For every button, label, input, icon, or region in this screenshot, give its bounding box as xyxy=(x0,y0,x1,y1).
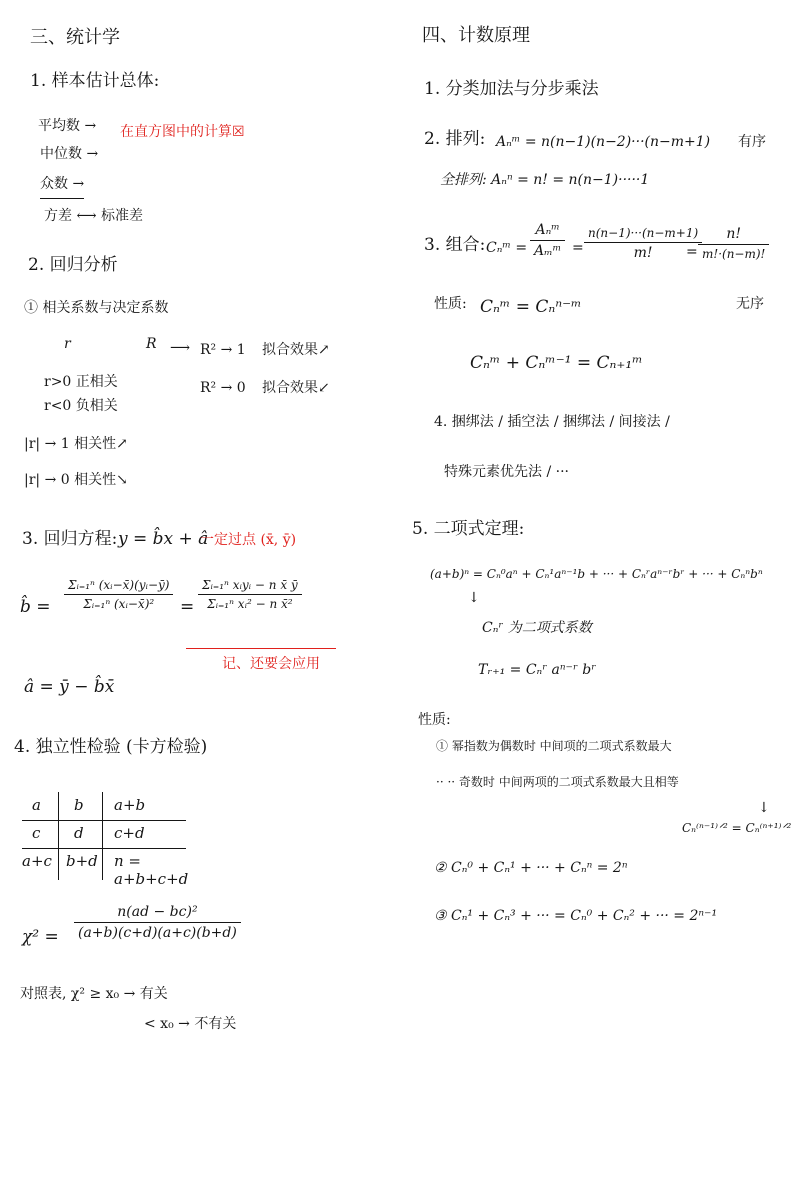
R2-to-0: R² → 0 xyxy=(200,380,246,396)
chi-square-fraction xyxy=(74,904,241,941)
section-statistics-title: 三、统计学 xyxy=(30,27,120,48)
regression-eq-title: 3. 回归方程: xyxy=(22,529,118,549)
abs-r-to-0: |r| → 0 相关性↘ xyxy=(24,472,128,488)
table-cell: a+c xyxy=(22,852,52,870)
fraction-bar xyxy=(74,922,241,923)
down-arrow-icon: ↓ xyxy=(758,800,770,816)
regression-title: 2. 回归分析 xyxy=(28,255,118,275)
compare-table-line-2: < x₀ → 不有关 xyxy=(144,1016,237,1032)
frac2-numerator: n(n−1)···(n−m+1) xyxy=(588,226,699,240)
table-cell: d xyxy=(74,824,84,842)
mode-underline xyxy=(40,198,84,199)
table-cell: b+d xyxy=(66,852,98,870)
counting-methods-2: 特殊元素优先法 / ··· xyxy=(444,464,569,480)
histogram-red-note: 在直方图中的计算☒ xyxy=(120,124,245,140)
frac2-denominator: m! xyxy=(633,245,653,261)
ordered-note: 有序 xyxy=(738,134,766,150)
b-hat-fraction-2 xyxy=(198,578,302,611)
table-cell: a+b xyxy=(114,796,146,814)
binomial-prop-1a: ① 幂指数为偶数时 中间项的二项式系数最大 xyxy=(436,739,672,753)
table-cell: c xyxy=(32,824,41,842)
R2-to-0-note: 拟合效果↙ xyxy=(262,380,330,396)
a-hat-formula: â = ȳ − b̂x̄ xyxy=(24,677,115,697)
variance-label: 方差 ⟷ 标准差 xyxy=(44,208,143,224)
fraction-2-denominator: Σᵢ₌₁ⁿ xᵢ² − n x̄² xyxy=(207,597,293,611)
contingency-table xyxy=(22,790,202,888)
R2-to-1-note: 拟合效果↗ xyxy=(262,342,330,358)
table-cell: b xyxy=(74,796,84,814)
chi-square-label: χ² = xyxy=(22,927,59,947)
arrow-icon: ⟶ xyxy=(170,340,191,356)
compare-table-line: 对照表, χ² ≥ x₀ → 有关 xyxy=(20,986,168,1002)
binomial-title: 5. 二项式定理: xyxy=(412,519,525,539)
table-hline-1 xyxy=(22,820,186,821)
correlation-subtitle: ① 相关系数与决定系数 xyxy=(24,300,169,316)
binomial-prop-1c: Cₙ⁽ⁿ⁻¹⁾ᐟ² = Cₙ⁽ⁿ⁺¹⁾ᐟ² xyxy=(682,821,792,835)
combination-lhs: Cₙᵐ = xyxy=(486,240,528,256)
fraction-bar xyxy=(698,244,769,245)
table-hline-2 xyxy=(22,848,186,849)
fraction-2-numerator: Σᵢ₌₁ⁿ xᵢyᵢ − n x̄ ȳ xyxy=(202,578,298,592)
combination-fraction-2 xyxy=(584,226,702,261)
combination-property-title: 性质: xyxy=(434,296,467,312)
fraction-1-numerator: Σᵢ₌₁ⁿ (xᵢ−x̄)(yᵢ−ȳ) xyxy=(68,578,170,592)
section-counting-title: 四、计数原理 xyxy=(422,25,530,46)
add-multiply-principle: 1. 分类加法与分步乘法 xyxy=(424,79,599,99)
memorize-apply-note: 记、还要会应用 xyxy=(222,656,320,672)
mean-label: 平均数 → xyxy=(38,118,97,134)
r-negative: r<0 负相关 xyxy=(44,398,118,414)
table-cell: c+d xyxy=(114,824,145,842)
fraction-bar xyxy=(584,242,702,243)
b-hat-fraction-1 xyxy=(64,578,173,611)
full-permutation: 全排列: Aₙⁿ = n! = n(n−1)·····1 xyxy=(440,172,650,188)
table-vline-1 xyxy=(58,792,59,880)
down-arrow-icon: ↓ xyxy=(468,590,480,606)
sample-estimate-title: 1. 样本估计总体: xyxy=(30,71,160,91)
permutation-title: 2. 排列: xyxy=(424,129,486,149)
chi-numerator: n(ad − bc)² xyxy=(117,904,198,920)
r-symbol: r xyxy=(64,336,71,352)
table-cell: n = a+b+c+d xyxy=(114,852,189,888)
R2-to-1: R² → 1 xyxy=(200,342,246,358)
passes-mean-point-note: 一定过点 (x̄, ȳ) xyxy=(200,532,297,548)
equals-sign: = xyxy=(572,240,584,256)
fraction-1-denominator: Σᵢ₌₁ⁿ (xᵢ−x̄)² xyxy=(83,597,155,611)
red-underline xyxy=(186,648,336,649)
counting-methods: 4. 捆绑法 / 插空法 / 捆绑法 / 间接法 / xyxy=(434,414,670,430)
R-symbol: R xyxy=(146,336,157,352)
binomial-coefficient-note: Cₙʳ 为二项式系数 xyxy=(482,620,592,636)
table-cell: a xyxy=(32,796,41,814)
fraction-bar xyxy=(64,594,173,595)
r-positive: r>0 正相关 xyxy=(44,374,118,390)
combination-title: 3. 组合: xyxy=(424,235,486,255)
combination-symmetry: Cₙᵐ = Cₙⁿ⁻ᵐ xyxy=(480,297,582,317)
pascal-identity: Cₙᵐ + Cₙᵐ⁻¹ = Cₙ₊₁ᵐ xyxy=(470,353,643,373)
mode-label: 众数 → xyxy=(40,176,85,192)
abs-r-to-1: |r| → 1 相关性↗ xyxy=(24,436,128,452)
binomial-prop-3: ③ Cₙ¹ + Cₙ³ + ··· = Cₙ⁰ + Cₙ² + ··· = 2ⁿ⁻¹ xyxy=(434,908,718,924)
combination-fraction-3 xyxy=(698,226,769,261)
frac1-denominator: Aₘᵐ xyxy=(534,243,562,259)
fraction-bar xyxy=(198,594,302,595)
frac3-denominator: m!·(n−m)! xyxy=(702,247,766,261)
table-vline-2 xyxy=(102,792,103,880)
b-hat-label: b̂ = xyxy=(20,597,51,617)
regression-eq: y = b̂x + â xyxy=(118,529,209,549)
binomial-prop-1b: ·· ·· 奇数时 中间两项的二项式系数最大且相等 xyxy=(436,775,679,789)
general-term: Tᵣ₊₁ = Cₙʳ aⁿ⁻ʳ bʳ xyxy=(478,662,597,678)
frac3-numerator: n! xyxy=(726,226,742,242)
frac1-numerator: Aₙᵐ xyxy=(535,222,560,238)
binomial-expansion: (a+b)ⁿ = Cₙ⁰aⁿ + Cₙ¹aⁿ⁻¹b + ··· + Cₙʳaⁿ⁻ʳbʳ + ··· + Cₙⁿbⁿ xyxy=(430,567,763,581)
equals-sign: = xyxy=(180,597,195,617)
unordered-note: 无序 xyxy=(736,296,764,312)
fraction-bar xyxy=(530,240,565,241)
independence-test-title: 4. 独立性检验 (卡方检验) xyxy=(14,737,208,757)
equals-sign: = xyxy=(686,244,698,260)
permutation-formula: Aₙᵐ = n(n−1)(n−2)···(n−m+1) xyxy=(496,134,711,150)
binomial-property-title: 性质: xyxy=(418,712,451,728)
chi-denominator: (a+b)(c+d)(a+c)(b+d) xyxy=(78,925,237,941)
median-label: 中位数 → xyxy=(40,146,99,162)
combination-fraction-1 xyxy=(530,222,565,259)
binomial-prop-2: ② Cₙ⁰ + Cₙ¹ + ··· + Cₙⁿ = 2ⁿ xyxy=(434,860,628,876)
